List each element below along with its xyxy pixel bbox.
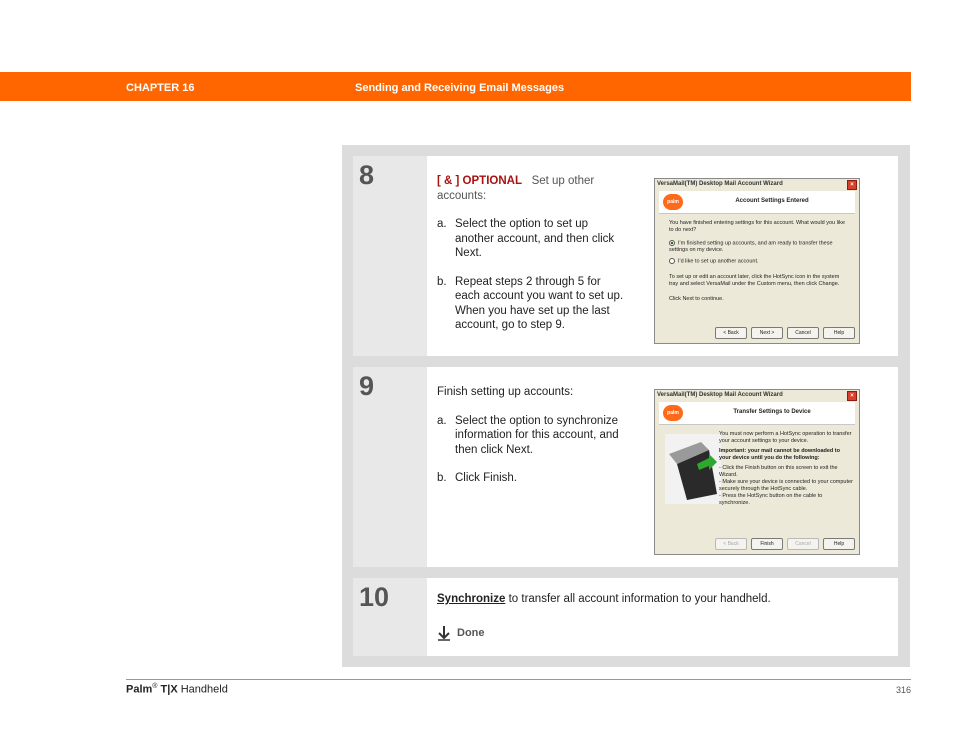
wizard-dialog-screenshot xyxy=(654,389,860,555)
steps-panel xyxy=(342,145,910,667)
wizard-dialog-screenshot xyxy=(654,178,860,344)
step-intro xyxy=(437,174,627,203)
dialog-banner-title: Transfer Settings to Device xyxy=(733,409,811,415)
dialog-body: You must now perform a HotSync operation to transfer your account settings to your device. Important: your mail cannot be downloaded to your device until you do the following: - Click the Finish button on this screen to exit the Wizard. - Make sure your device is connected to your computer securely through the HotSync cable. - Press the HotSync button on the cable to synchronize. xyxy=(719,431,853,506)
footer-product: Palm® T|X Handheld xyxy=(126,683,228,696)
optional-tag: [ & ] OPTIONAL xyxy=(437,175,522,187)
help-button: Help xyxy=(823,538,855,550)
chapter-title: Sending and Receiving Email Messages xyxy=(355,82,565,94)
radio-option: I'd like to set up another account. xyxy=(669,258,845,265)
step-number-column xyxy=(353,578,427,656)
close-icon: × xyxy=(847,180,857,190)
arrow-down-icon xyxy=(437,625,451,641)
step-text xyxy=(437,385,627,500)
page-number: 316 xyxy=(895,685,911,695)
back-button: < Back xyxy=(715,327,747,339)
step-number-column xyxy=(353,156,427,356)
step-intro: Finish setting up accounts: xyxy=(437,386,574,398)
done-label: Done xyxy=(457,627,485,639)
finish-button: Finish xyxy=(751,538,783,550)
list-item: a. Select the option to synchronize information for this account, and then click Next. xyxy=(437,414,619,456)
substep-list xyxy=(437,414,627,486)
dialog-body: You have finished entering settings for this account. What would you like to do next? I'm finished setting up accounts, and am ready to transfer these settings on my device. I'd like to set up another account. To set up or edit an account later, click the HotSync icon in the system tray and select VersaMail under the Custom menu, then click Change. Click Next to continue. xyxy=(669,220,845,302)
list-item: a. Select the option to set up another account, and then click Next. xyxy=(437,218,615,259)
cancel-button: Cancel xyxy=(787,327,819,339)
palm-logo: palm xyxy=(663,194,683,210)
next-button: Next > xyxy=(751,327,783,339)
list-item: b. Repeat steps 2 through 5 for each account you want to set up. When you have set up the last account, go to step 9. xyxy=(437,275,624,331)
dialog-banner xyxy=(659,191,855,214)
close-icon: × xyxy=(847,391,857,401)
synchronize-link[interactable]: Synchronize xyxy=(437,593,506,605)
list-item: b. Click Finish. xyxy=(437,472,517,484)
radio-option: I'm finished setting up accounts, and am ready to transfer these settings on my device. xyxy=(669,240,833,254)
step-number-column xyxy=(353,367,427,567)
dialog-buttons xyxy=(715,538,855,550)
dialog-titlebar: VersaMail(TM) Desktop Mail Account Wizard × xyxy=(655,179,859,189)
dialog-banner-title: Account Settings Entered xyxy=(735,198,809,204)
radio-icon xyxy=(669,258,675,264)
step-number: 10 xyxy=(359,582,390,612)
chapter-label: CHAPTER 16 xyxy=(126,82,195,94)
footer-divider xyxy=(126,679,911,680)
step-number: 8 xyxy=(359,160,375,190)
intro-text: Set up other accounts: xyxy=(437,175,595,202)
step-number: 9 xyxy=(359,371,375,401)
done-marker xyxy=(437,625,485,641)
chapter-header-bar xyxy=(0,72,911,101)
radio-selected-icon xyxy=(669,240,675,246)
dialog-titlebar: VersaMail(TM) Desktop Mail Account Wizard × xyxy=(655,390,859,400)
step-8 xyxy=(353,156,898,356)
back-button: < Back xyxy=(715,538,747,550)
palm-logo: palm xyxy=(663,405,683,421)
dialog-buttons xyxy=(715,327,855,339)
step-text: Synchronize to transfer all account information to your handheld. xyxy=(437,593,771,605)
help-button: Help xyxy=(823,327,855,339)
step-9 xyxy=(353,367,898,567)
cancel-button: Cancel xyxy=(787,538,819,550)
step-text xyxy=(437,174,627,347)
substep-list xyxy=(437,217,627,333)
step-10 xyxy=(353,578,898,656)
dialog-banner xyxy=(659,402,855,425)
